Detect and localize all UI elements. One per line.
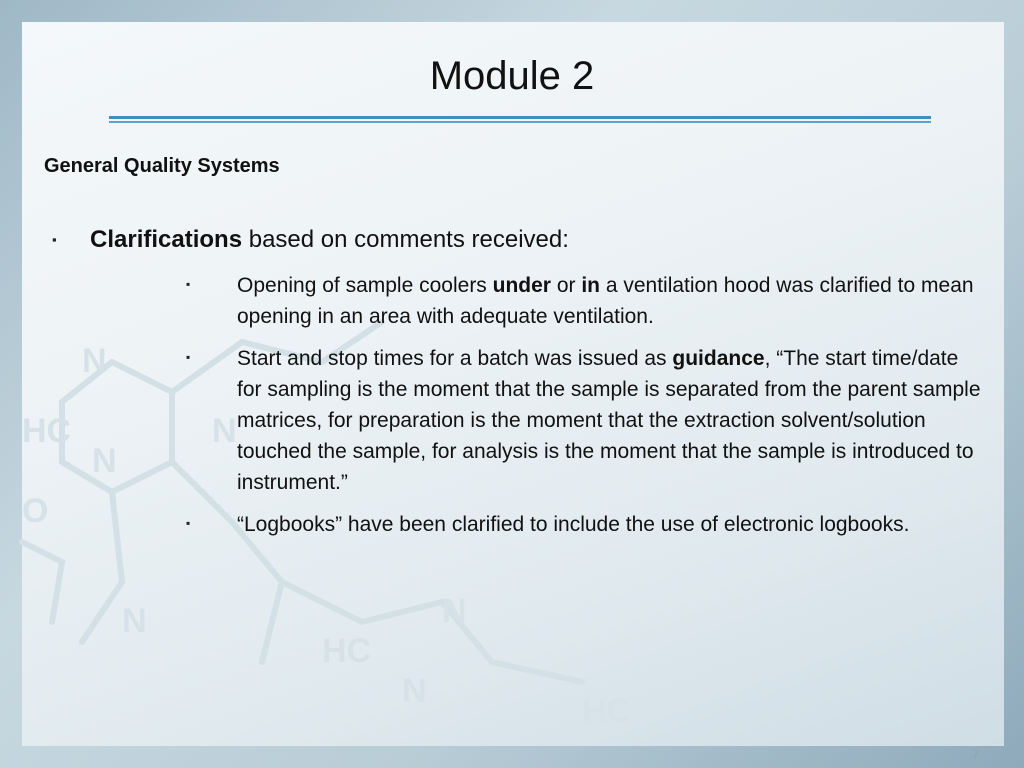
square-bullet-icon: ▪ bbox=[186, 516, 191, 530]
svg-text:HC: HC bbox=[322, 632, 372, 670]
underline-thick bbox=[109, 116, 931, 119]
section-subtitle: General Quality Systems bbox=[44, 155, 280, 177]
svg-text:HC: HC bbox=[582, 692, 632, 730]
title-underline bbox=[109, 116, 931, 125]
svg-text:N: N bbox=[402, 672, 427, 710]
svg-text:N: N bbox=[442, 592, 467, 630]
sub-bullet-list bbox=[186, 270, 986, 551]
text-run: a ventilation hood was clarified to mean opening in an area with adequate ventilation. bbox=[237, 274, 974, 328]
svg-text:O: O bbox=[22, 492, 49, 530]
svg-text:HC: HC bbox=[22, 412, 72, 450]
underline-thin bbox=[109, 121, 931, 123]
text-run: , “The start time/date for sampling is the moment that the sample is separated from the parent sample matrices, for preparation is the moment that the extraction solvent/solution touched the sample, for analysis is the moment that the sample is introduced to instrument.” bbox=[237, 347, 981, 494]
text-run: Start and stop times for a batch was issued as bbox=[237, 347, 673, 370]
bold-run: in bbox=[581, 274, 600, 297]
slide-title: Module 2 bbox=[429, 54, 595, 98]
page-number: 7 bbox=[972, 746, 980, 762]
sub-bullet-item bbox=[186, 509, 986, 540]
main-bullet-rest: based on comments received: bbox=[242, 226, 569, 253]
square-bullet-icon: ▪ bbox=[186, 350, 191, 364]
text-run: or bbox=[550, 274, 582, 297]
svg-text:N: N bbox=[92, 442, 117, 480]
text-run: Opening of sample coolers bbox=[237, 274, 493, 297]
square-bullet-icon: ▪ bbox=[52, 232, 57, 247]
text-run: “Logbooks” have been clarified to include the use of electronic logbooks. bbox=[237, 513, 910, 536]
svg-text:N: N bbox=[212, 412, 237, 450]
sub-bullet-item bbox=[186, 270, 986, 332]
main-bullet-bold: Clarifications bbox=[90, 226, 243, 253]
sub-bullet-item bbox=[186, 343, 986, 498]
sub-bullet-text bbox=[237, 509, 982, 540]
svg-text:N: N bbox=[122, 602, 147, 640]
main-bullet-text bbox=[90, 226, 569, 254]
sub-bullet-text bbox=[237, 270, 982, 332]
square-bullet-icon: ▪ bbox=[186, 277, 191, 291]
svg-text:N: N bbox=[82, 342, 107, 380]
bold-run: under bbox=[492, 274, 551, 297]
bold-run: guidance bbox=[672, 347, 765, 370]
sub-bullet-text bbox=[237, 343, 982, 498]
